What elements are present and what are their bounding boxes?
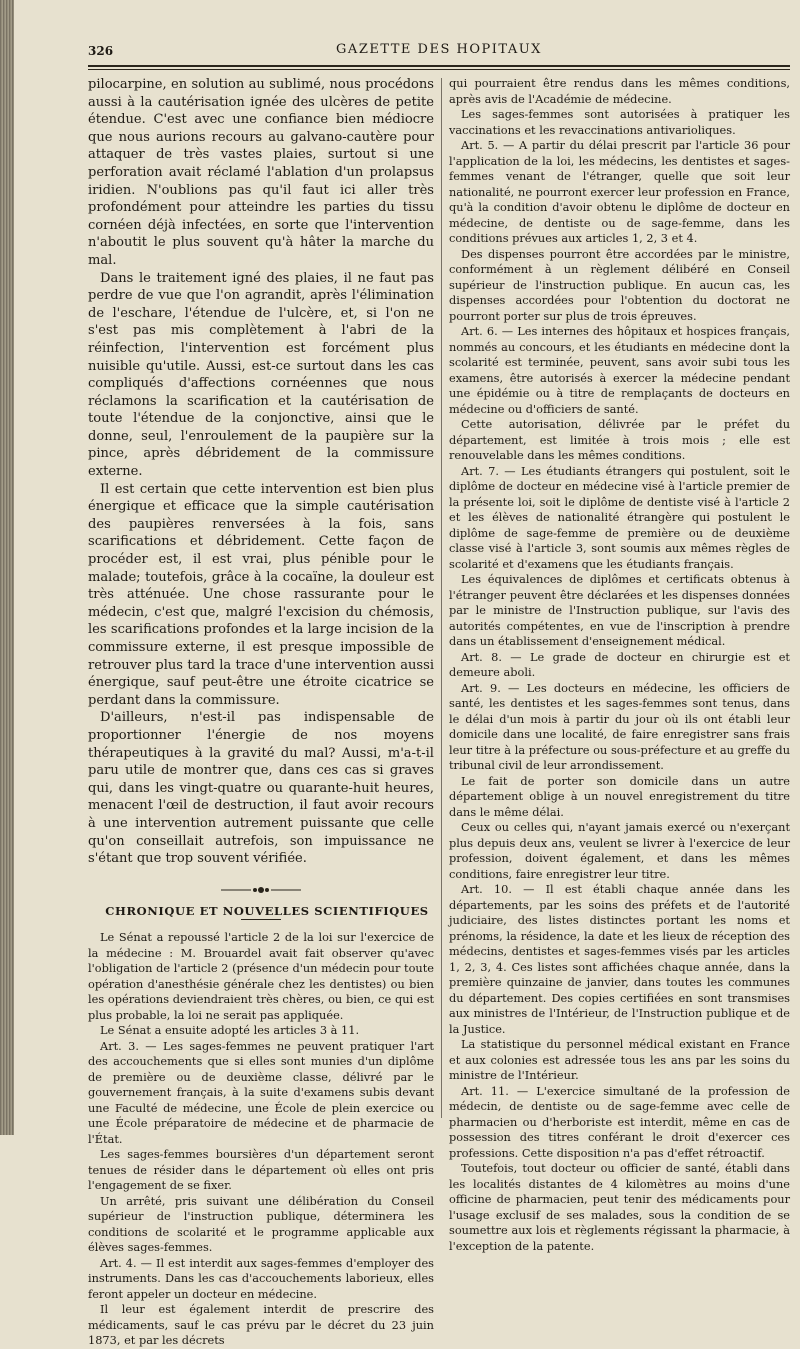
page-header <box>88 42 790 62</box>
news-paragraph: Les équivalences de diplômes et certificats obtenus à l'étranger peuvent être déclarées et les dispenses données par le ministre de l'Instruction publique, sur l'avis des autorités compétentes, en vue de l'inscription à prendre dans un établissement d'enseignement médical. <box>449 572 790 648</box>
header-rule-thick <box>88 65 790 67</box>
news-paragraph: Un arrêté, pris suivant une délibération du Conseil supérieur de l'instruction publique, déterminera les conditions de scolarité et le programme applicable aux élèves sages-femmes. <box>88 1193 434 1255</box>
news-paragraph: Art. 9. — Les docteurs en médecine, les officiers de santé, les dentistes et les sages-femmes sont tenus, dans le délai d'un mois à partir du jour où ils ont établi leur domicile dans une localité, de faire enregistrer sans frais leur titre à la préfecture ou sous-préfecture et au greffe du tribunal civil de leur arrondissement. <box>449 680 790 772</box>
article-paragraph: pilocarpine, en solution au sublimé, nous procédons aussi à la cautérisation ignée des ulcères de petite étendue. C'est avec une confiance bien médiocre que nous aurions recours au galvano-cautère pour attaquer de très vastes plaies, surtout si une perforation avait réclamé l'ablation d'un prolapsus iridien. N'oublions pas qu'il faut ici aller très profondément pour atteindre les parties du tissu cornéen déjà infectées, en sorte que l'intervention n'aboutit le plus souvent qu'à hâter la marche du mal. <box>88 77 434 268</box>
news-paragraph: Art. 6. — Les internes des hôpitaux et hospices français, nommés au concours, et les étudiants en médecine dont la scolarité est terminée, peuvent, sans avoir subi tous les examens, être autorisés à exercer la médecine pendant une épidémie ou à titre de remplaçants de docteurs en médecine ou d'officiers de santé. <box>449 324 790 416</box>
news-paragraph: La statistique du personnel médical existant en France et aux colonies est adressée tous les ans par les soins du ministre de l'Intérieur. <box>449 1037 790 1082</box>
article-paragraph: Dans le traitement igné des plaies, il ne faut pas perdre de vue que l'on agrandit, après l'élimination de l'eschare, l'étendue de l'ulcère, et, si l'on ne s'est pas mis complètement à l'abri de la réinfection, l'intervention est forcément plus nuisible qu'utile. Aussi, est-ce surtout dans les cas compliqués d'affections cornéennes que nous réclamons la scarification et la cautérisation de toute l'étendue de la conjonctive, ainsi que le donne, seul, l'enroulement de la paupière sur la pince, après débridement de la commissure externe. <box>88 270 434 480</box>
news-paragraph: Art. 3. — Les sages-femmes ne peuvent pratiquer l'art des accouchements que si elles sont munies d'un diplôme de première ou de deuxième classe, délivré par le gouvernement français, à la suite d'examens subis devant une Faculté de médecine, une École de plein exercice ou une École préparatoire de médecine et de pharmacie de l'État. <box>88 1038 434 1146</box>
news-paragraph: Les sages-femmes boursières d'un département seront tenues de résider dans le département où elles ont pris l'engagement de se fixer. <box>88 1147 434 1193</box>
news-paragraph: Art. 10. — Il est établi chaque année dans les départements, par les soins des préfets et de l'autorité judiciaire, des listes distinctes portant les noms et prénoms, la résidence, la date et les lieux de réception des médecins, dentistes et sages-femmes visés par les articles 1, 2, 3, 4. Ces listes sont affichées chaque année, dans la première quinzaine de janvier, dans toutes les communes du département. Des copies certifiées en sont transmises aux ministres de l'Intérieur, de l'Instruction publique et de la Justice. <box>449 882 790 1036</box>
section-rule <box>241 919 281 920</box>
column-divider <box>441 78 442 1118</box>
news-paragraph: Le Sénat a repoussé l'article 2 de la loi sur l'exercice de la médecine : M. Brouardel avait fait observer qu'avec l'obligation de l'article 2 (présence d'un médecin pour toute opération d'anesthésie générale chez les dentistes) ou bien les opérations deviendraient très chères, ou bien, ce qui est plus probable, la loi ne serait pas appliquée. <box>88 930 434 1022</box>
left-column <box>88 76 434 1349</box>
news-paragraph: Le fait de porter son domicile dans un autre département oblige à un nouvel enregistrement du titre dans le même délai. <box>449 773 790 819</box>
article-paragraph: D'ailleurs, n'est-il pas indispensable de proportionner l'énergie de nos moyens thérapeutiques à la gravité du mal? Aussi, m'a-t-il paru utile de montrer que, dans ces cas si graves qui, dans les vingt-quatre ou quarante-huit heures, menacent l'œil de destruction, il faut avoir recours à une intervention autrement puissante que celle qu'on conseillait autrefois, son impuissance ne s'étant que trop souvent vérifiée. <box>88 710 434 867</box>
news-paragraph: Ceux ou celles qui, n'ayant jamais exercé ou n'exerçant plus depuis deux ans, veulent se livrer à l'exercice de leur profession, doivent également, et dans les mêmes conditions, faire enregistrer leur titre. <box>449 820 790 881</box>
news-paragraph: Art. 8. — Le grade de docteur en chirurgie est et demeure aboli. <box>449 649 790 679</box>
news-paragraph: qui pourraient être rendus dans les mêmes conditions, après avis de l'Académie de médecine. <box>449 76 790 106</box>
news-paragraph: Art. 4. — Il est interdit aux sages-femmes d'employer des instruments. Dans les cas d'accouchements laborieux, elles feront appeler un docteur en médecine. <box>88 1255 434 1301</box>
news-paragraph: Des dispenses pourront être accordées par le ministre, conformément à un règlement délibéré en Conseil supérieur de l'instruction publique. En aucun cas, les dispenses accordées pour l'obtention du doctorat ne pourront porter sur plus de trois épreuves. <box>449 246 790 323</box>
news-paragraph: Les sages-femmes sont autorisées à pratiquer les vaccinations et les revaccinations antivarioliques. <box>449 107 790 137</box>
section-ornament <box>88 886 434 894</box>
news-paragraph: Le Sénat a ensuite adopté les articles 3 à 11. <box>100 1023 360 1038</box>
right-column <box>449 76 790 1254</box>
news-paragraph: Cette autorisation, délivrée par le préfet du département, est limitée à trois mois ; elle est renouvelable dans les mêmes conditions. <box>449 417 790 462</box>
article-paragraph: Il est certain que cette intervention est bien plus énergique et efficace que la simple cautérisation des paupières renversées à la fois, sans scarifications et débridement. Cette façon de procéder est, il est vrai, plus pénible pour le malade; toutefois, grâce à la cocaïne, la douleur est très atténuée. Une chose rassurante pour le médecin, c'est que, malgré l'excision du chémosis, les scarifications profondes et la large incision de la commissure externe, il est presque impossible de retrouver plus tard la trace d'une intervention aussi énergique, sauf peut-être une étroite cicatrice se perdant dans la commissure. <box>88 481 434 708</box>
header-rule-thin <box>88 69 790 70</box>
journal-title: GAZETTE DES HOPITAUX <box>336 42 542 57</box>
news-paragraph: Il leur est également interdit de prescrire des médicaments, sauf le cas prévu par le décret du 23 juin 1873, et par les décrets <box>88 1302 434 1348</box>
section-title: CHRONIQUE ET NOUVELLES SCIENTIFIQUES <box>105 903 429 918</box>
news-paragraph: Art. 5. — A partir du délai prescrit par l'article 36 pour l'application de la loi, les médecins, les dentistes et sages-femmes venant de l'étranger, quelle que soit leur nationalité, ne pourront exercer leur profession en France, qu'à la condition d'avoir obtenu le diplôme de docteur en médecine, de dentiste ou de sage-femme, dans les conditions prévues aux articles 1, 2, 3 et 4. <box>449 138 790 245</box>
binding-edge <box>0 0 14 1135</box>
news-paragraph: Toutefois, tout docteur ou officier de santé, établi dans les localités distantes de 4 kilomètres au moins d'une officine de pharmacien, peut tenir des médicaments pour l'usage exclusif de ses malades, sous la condition de se soumettre aux lois et règlements régissant la pharmacie, à l'exception de la patente. <box>449 1161 790 1253</box>
page-number: 326 <box>88 44 114 58</box>
news-paragraph: Art. 7. — Les étudiants étrangers qui postulent, soit le diplôme de docteur en médecine visé à l'article premier de la présente loi, soit le diplôme de dentiste visé à l'article 2 et les élèves de nationalité étrangère qui postulent le diplôme de sage-femme de première ou de deuxième classe visé à l'article 3, sont soumis aux mêmes règles de scolarité et d'examens que les étudiants français. <box>449 463 790 571</box>
news-paragraph: Art. 11. — L'exercice simultané de la profession de médecin, de dentiste ou de sage-femme avec celle de pharmacien ou d'herboriste est interdit, même en cas de possession des titres conférant le droit d'exercer ces professions. Cette disposition n'a pas d'effet rétroactif. <box>449 1083 790 1160</box>
